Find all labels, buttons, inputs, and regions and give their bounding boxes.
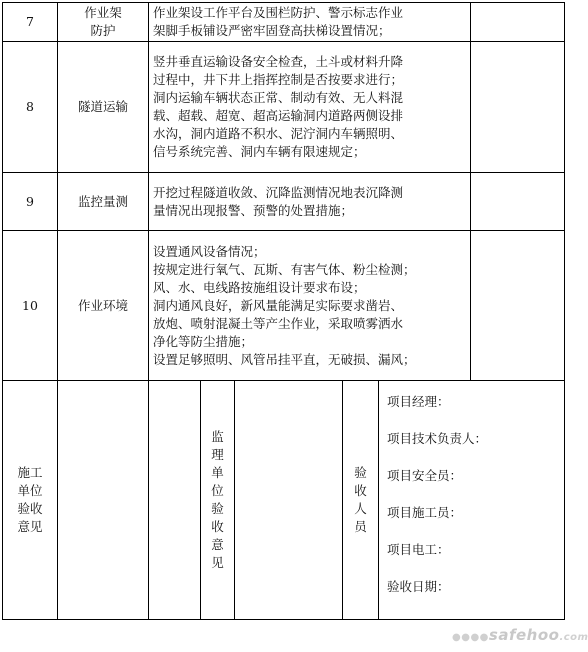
inspection-content-line: 信号系统完善、洞内车辆有限速规定； (153, 144, 366, 159)
inspection-content-line: 开挖过程隧道收敛、沉降监测情况地表沉降测 (153, 184, 404, 200)
inspection-content-line: 竖井垂直运输设备安全检查，土斗或材料升降 (153, 54, 404, 69)
inspection-content-line: 水沟，洞内道路不积水、泥泞洞内车辆照明、 (153, 126, 404, 141)
vertical-label-char: 施工 (17, 465, 43, 480)
inspection-item-text: 作业环境 (77, 297, 128, 313)
supervision-unit-opinion-label (201, 381, 235, 620)
vertical-label-char: 监 (211, 429, 224, 444)
inspection-row (3, 42, 565, 173)
signature-field: 项目安全员： (387, 468, 463, 483)
inspection-content-line: 设置通风设备情况； (153, 243, 266, 259)
inspection-content (149, 3, 471, 42)
signature-field: 项目电工： (387, 542, 450, 557)
inspection-result-cell (471, 173, 565, 231)
inspection-content (149, 173, 471, 231)
vertical-label-char: 验 (211, 501, 224, 516)
inspection-result-cell (471, 3, 565, 42)
inspection-table (2, 2, 565, 620)
signature-field: 项目经理： (387, 394, 450, 409)
inspector-signatures (379, 381, 565, 620)
inspection-result-cell (471, 42, 565, 173)
row-number: 9 (3, 173, 58, 231)
vertical-label-char: 意 (211, 537, 224, 552)
inspection-content-line: 洞内通风良好，新风量能满足实际要求凿岩、 (153, 297, 404, 313)
vertical-label-char: 单位 (17, 483, 43, 498)
inspection-item-text: 作业架 (84, 5, 122, 20)
row-number: 10 (3, 231, 58, 381)
vertical-label-char: 收 (211, 519, 224, 534)
vertical-label-char: 见 (211, 555, 224, 570)
inspection-content-line: 净化等防尘措施； (153, 333, 254, 349)
signature-field: 项目施工员： (387, 505, 463, 520)
construction-unit-opinion-label (3, 381, 58, 620)
inspection-content-line: 载、超载、超宽、超高运输洞内道路两侧设排 (153, 108, 404, 123)
construction-unit-opinion-cell (58, 381, 149, 620)
vertical-label-char: 验 (354, 465, 367, 480)
vertical-label-char: 验收 (17, 501, 43, 516)
inspection-item (58, 3, 149, 42)
inspection-content-line: 过程中，井下井上指挥控制是否按要求进行； (153, 72, 404, 87)
inspection-content-line: 作业架设工作平台及围栏防护、警示标志作业 (153, 5, 404, 20)
inspection-row (3, 173, 565, 231)
vertical-label-char: 收 (354, 483, 367, 498)
inspection-item-text: 隧道运输 (77, 99, 128, 114)
inspection-content-line: 洞内运输车辆状态正常、制动有效、无人料混 (153, 90, 404, 105)
supervision-unit-opinion-cell (235, 381, 343, 620)
vertical-label-char: 员 (354, 519, 367, 534)
inspection-item-text: 监控量测 (77, 193, 128, 209)
vertical-label-char: 意见 (17, 519, 43, 534)
inspection-content (149, 231, 471, 381)
inspection-item (58, 231, 149, 381)
inspection-item (58, 42, 149, 173)
inspection-content-line: 量情况出现报警、预警的处置措施； (153, 202, 354, 218)
inspection-content-line: 架脚手板铺设严密牢固登高扶梯设置情况； (153, 23, 391, 38)
inspector-label (343, 381, 379, 620)
blank-cell (149, 381, 201, 620)
inspection-content-line: 按规定进行氧气、瓦斯、有害气体、粉尘检测； (153, 261, 416, 277)
signoff-section (3, 381, 565, 620)
row-number: 7 (3, 3, 58, 42)
inspection-rows (3, 3, 565, 381)
row-number: 8 (3, 42, 58, 173)
vertical-label-char: 理 (211, 447, 224, 462)
inspection-content-line: 放炮、喷射混凝土等产尘作业，采取喷雾洒水 (153, 315, 404, 331)
signature-field: 验收日期： (387, 579, 450, 594)
vertical-label-char: 人 (354, 501, 367, 516)
vertical-label-char: 位 (211, 483, 224, 498)
vertical-label-char: 单 (211, 465, 224, 480)
inspection-item (58, 173, 149, 231)
inspection-item-text: 防护 (90, 23, 116, 38)
inspection-row (3, 231, 565, 381)
site-watermark: ●●●●safehoo.com (452, 626, 588, 644)
inspection-row (3, 3, 565, 42)
inspection-content-line: 风、水、电线路按施组设计要求布设； (153, 279, 366, 295)
inspection-content-line: 设置足够照明、风管吊挂平直，无破损、漏风； (153, 351, 416, 367)
signature-field: 项目技术负责人： (387, 431, 488, 446)
inspection-result-cell (471, 231, 565, 381)
inspection-content (149, 42, 471, 173)
